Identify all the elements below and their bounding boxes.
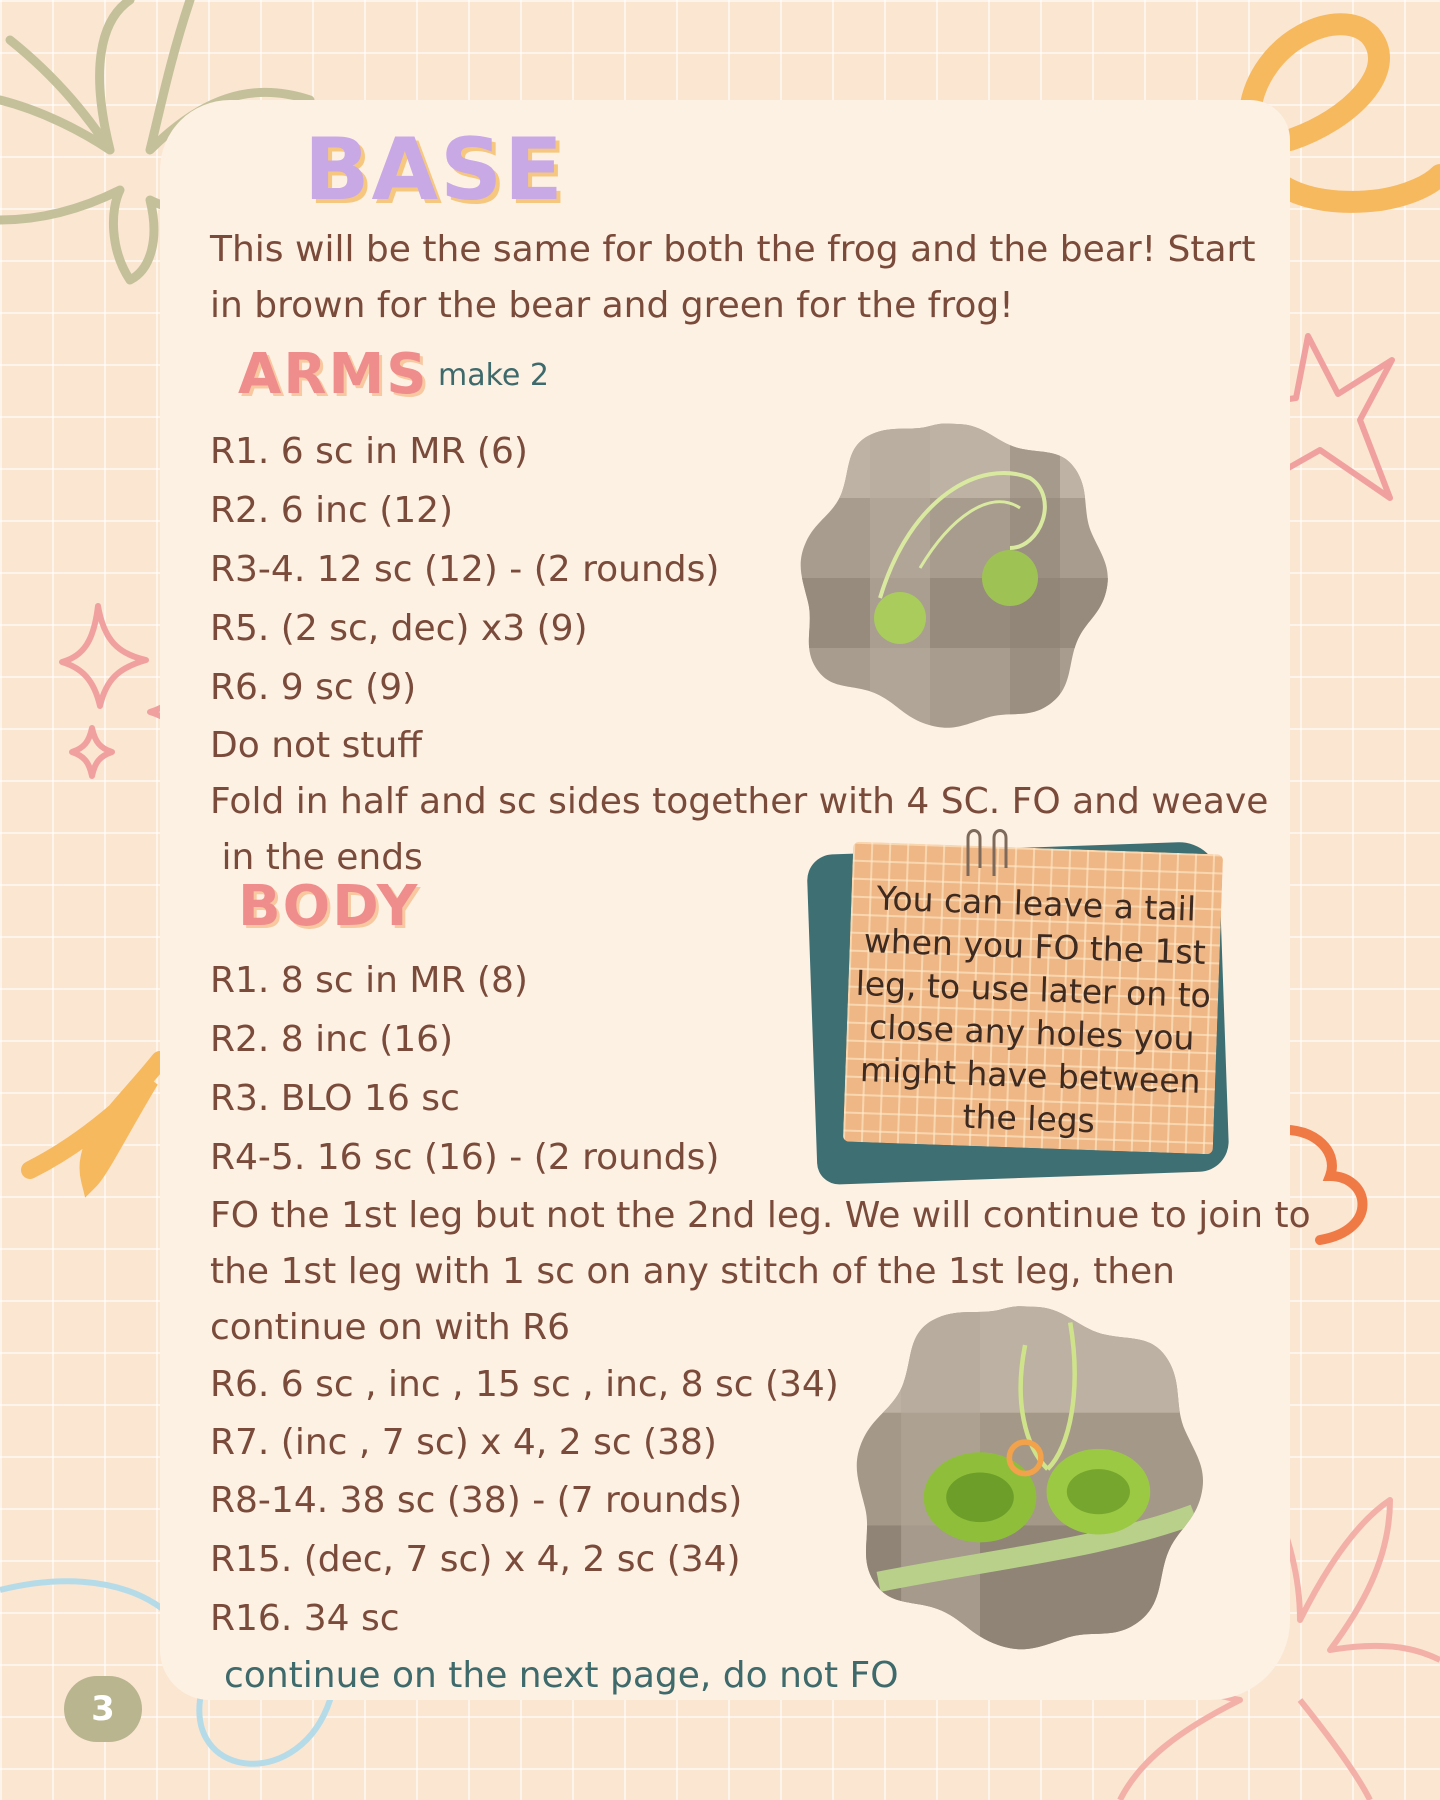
arms-row: Do not stuff <box>210 725 423 766</box>
arms-row: Fold in half and sc sides together with 4 SC. FO and weave <box>210 781 1269 822</box>
page-number-badge: 3 <box>64 1676 142 1742</box>
page-title: BASE <box>304 120 565 220</box>
body-row: R15. (dec, 7 sc) x 4, 2 sc (34) <box>210 1539 741 1580</box>
paperclip-icon <box>958 826 1018 880</box>
body-row: R6. 6 sc , inc , 15 sc , inc, 8 sc (34) <box>210 1364 839 1405</box>
body-footer-note: continue on the next page, do not FO <box>224 1655 899 1696</box>
body-row: R4-5. 16 sc (16) - (2 rounds) <box>210 1137 720 1178</box>
arms-photo <box>800 418 1114 732</box>
tip-note <box>843 842 1223 1155</box>
intro-line-1: This will be the same for both the frog and the bear! Start <box>210 229 1256 270</box>
body-row: continue on with R6 <box>210 1307 570 1348</box>
body-row: R2. 8 inc (16) <box>210 1019 454 1060</box>
arms-row: R5. (2 sc, dec) x3 (9) <box>210 608 588 649</box>
arms-row: R2. 6 inc (12) <box>210 490 454 531</box>
arms-make-count: make 2 <box>438 358 549 393</box>
arms-row: in the ends <box>210 837 423 878</box>
body-row: the 1st leg with 1 sc on any stitch of the 1st leg, then <box>210 1251 1175 1292</box>
intro-line-2: in brown for the bear and green for the frog! <box>210 285 1014 326</box>
arms-row: R3-4. 12 sc (12) - (2 rounds) <box>210 549 720 590</box>
body-row: R3. BLO 16 sc <box>210 1078 460 1119</box>
body-row: R16. 34 sc <box>210 1598 400 1639</box>
arms-heading: ARMS <box>238 342 429 407</box>
body-row: R8-14. 38 sc (38) - (7 rounds) <box>210 1480 743 1521</box>
body-photo <box>856 1300 1210 1654</box>
body-row: R7. (inc , 7 sc) x 4, 2 sc (38) <box>210 1422 717 1463</box>
arms-row: R6. 9 sc (9) <box>210 667 417 708</box>
body-row: FO the 1st leg but not the 2nd leg. We will continue to join to <box>210 1195 1311 1236</box>
tip-note-text: You can leave a tail when you FO the 1st leg, to use later on to close any holes you might have between the legs <box>855 878 1212 1141</box>
arms-row: R1. 6 sc in MR (6) <box>210 431 528 472</box>
body-heading: BODY <box>238 874 420 939</box>
body-row: R1. 8 sc in MR (8) <box>210 960 528 1001</box>
